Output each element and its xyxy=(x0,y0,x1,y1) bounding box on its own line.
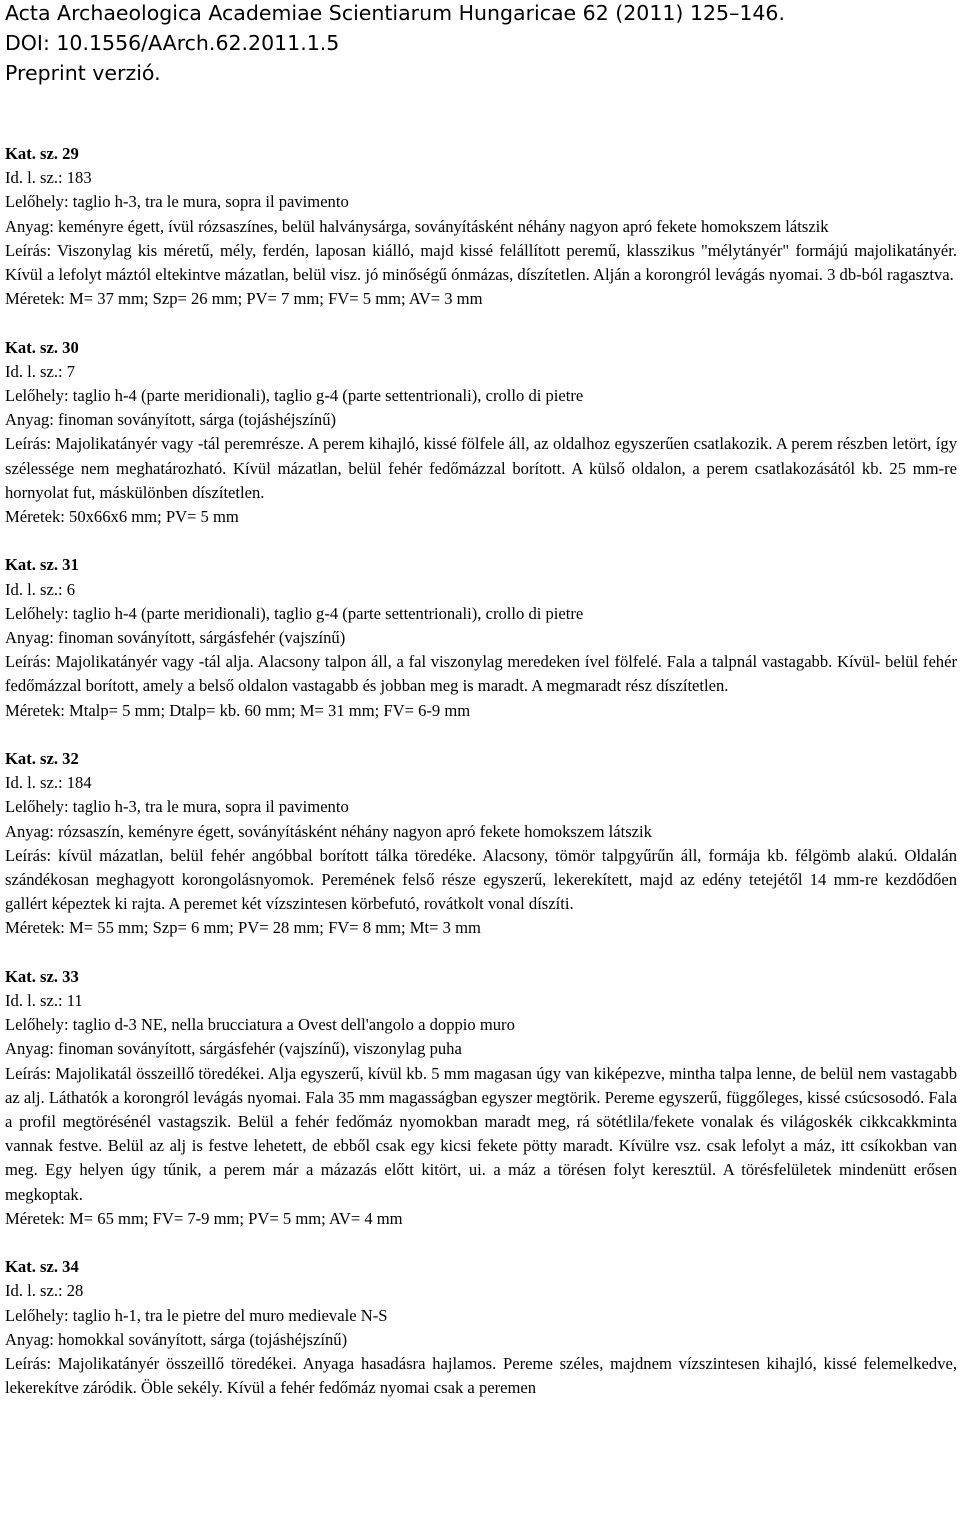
inventory-number: Id. l. sz.: 7 xyxy=(5,361,76,381)
dimensions: Méretek: M= 65 mm; FV= 7-9 mm; PV= 5 mm; AV= 4 mm xyxy=(5,1208,403,1228)
inventory-number: Id. l. sz.: 183 xyxy=(5,168,92,188)
catalogue-entry-33 xyxy=(5,965,957,1231)
dimensions: Méretek: M= 37 mm; Szp= 26 mm; PV= 7 mm; FV= 5 mm; AV= 3 mm xyxy=(5,289,483,309)
material: Anyag: finoman soványított, sárgásfehér (vajszínű) xyxy=(5,628,346,648)
findspot: Lelőhely: taglio h-3, tra le mura, sopra il pavimento xyxy=(5,797,349,817)
material: Anyag: finoman soványított, sárgásfehér (vajszínű), viszonylag puha xyxy=(5,1039,462,1059)
catalogue-entry-34 xyxy=(5,1255,957,1400)
catalogue-entry-32 xyxy=(5,747,957,941)
findspot: Lelőhely: taglio h-4 (parte meridionali), taglio g-4 (parte settentrionali), crollo di pietre xyxy=(5,603,584,623)
entry-number: Kat. sz. 30 xyxy=(5,337,79,357)
preprint-header xyxy=(5,0,957,90)
inventory-number: Id. l. sz.: 28 xyxy=(5,1281,84,1301)
findspot: Lelőhely: taglio h-1, tra le pietre del muro medievale N-S xyxy=(5,1305,388,1325)
dimensions: Méretek: M= 55 mm; Szp= 6 mm; PV= 28 mm; FV= 8 mm; Mt= 3 mm xyxy=(5,918,481,938)
entry-number: Kat. sz. 29 xyxy=(5,144,79,163)
findspot: Lelőhely: taglio h-3, tra le mura, sopra il pavimento xyxy=(5,192,349,212)
catalogue-entry-31 xyxy=(5,553,957,722)
catalogue-entry-29 xyxy=(5,142,957,311)
preprint-label: Preprint verzió. xyxy=(5,61,161,85)
catalogue-entry-30 xyxy=(5,336,957,530)
description: Leírás: kívül mázatlan, belül fehér angóbbal borított tálka töredéke. Alacsony, tömör talpgyűrűn áll, formája kb. félgömb alakú. Oldalán szándékosan meghagyott korongolásnyomok. Peremének felső része egyszerű, lekerekített, majd az edény tetejétől 14 mm-re kezdődően gallért képeztek ki rajta. A peremet két vízszintesen körbefutó, rovátkolt vonal díszíti. xyxy=(5,845,957,914)
inventory-number: Id. l. sz.: 184 xyxy=(5,773,92,793)
findspot: Lelőhely: taglio d-3 NE, nella brucciatura a Ovest dell'angolo a doppio muro xyxy=(5,1015,515,1035)
material: Anyag: finoman soványított, sárga (tojáshéjszínű) xyxy=(5,410,337,430)
doi-line: DOI: 10.1556/AArch.62.2011.1.5 xyxy=(5,31,340,55)
dimensions: Méretek: Mtalp= 5 mm; Dtalp= kb. 60 mm; M= 31 mm; FV= 6-9 mm xyxy=(5,700,471,720)
entry-number: Kat. sz. 34 xyxy=(5,1257,79,1277)
description: Leírás: Majolikatál összeillő töredékei. Alja egyszerű, kívül kb. 5 mm magasan úgy van kiképezve, mintha talpa lenne, de belül nem vastagabb az alj. Láthatók a korongról levágás nyomai. Fala 35 mm magasságban egyszer megtörik. Pereme egyszerű, függőleges, kissé csúcsosodó. Fala a profil megtörésénél vastagszik. Belül a fehér fedőmáz nyomokban maradt meg, rá sötétlila/fekete vonalak és világoskék cikkcakkminta vannak festve. Belül az alj is festve lehetett, de ebből csak egy kicsi fekete pötty maradt. Kívülre vsz. csak lefolyt a máz, itt csíkokban van meg. Egy helyen úgy tűnik, a perem már a mázazás előtt kitört, ui. a máz a törésen folyt keresztül. A törésfelületek mindenütt erősen megkoptak. xyxy=(5,1063,957,1204)
material: Anyag: rózsaszín, keményre égett, soványításként néhány nagyon apró fekete homokszem látszik xyxy=(5,821,652,841)
material: Anyag: homokkal soványított, sárga (tojáshéjszínű) xyxy=(5,1329,348,1349)
description: Leírás: Majolikatányér összeillő töredékei. Anyaga hasadásra hajlamos. Pereme széles, majdnem vízszintesen kihajló, kissé felemelkedve, lekerekítve záródik. Öble sekély. Kívül a fehér fedőmáz nyomai csak a peremen xyxy=(5,1354,957,1398)
description: Leírás: Viszonylag kis méretű, mély, ferdén, laposan kiálló, majd kissé felállított peremű, klasszikus "mélytányér" formájú majolikatányér. Kívül a lefolyt máztól eltekintve mázatlan, belül visz. jó minőségű ónmázas, díszítetlen. Alján a korongról levágás nyomai. 3 db-ból ragasztva. xyxy=(5,240,957,285)
material: Anyag: keményre égett, ívül rózsaszínes, belül halványsárga, soványításként néhány nagyon apró fekete homokszem látszik xyxy=(5,216,829,236)
description: Leírás: Majolikatányér vagy -tál alja. Alacsony talpon áll, a fal viszonylag meredeken ível fölfelé. Fala a talpnál vastagabb. Kívül- belül fehér fedőmázzal borított, amely a belső oldalon vastagabb és jobban meg is maradt. A megmaradt rész díszítetlen. xyxy=(5,652,957,696)
entry-number: Kat. sz. 31 xyxy=(5,555,79,575)
entry-number: Kat. sz. 33 xyxy=(5,966,79,986)
inventory-number: Id. l. sz.: 11 xyxy=(5,991,83,1011)
description: Leírás: Majolikatányér vagy -tál peremrésze. A perem kihajló, kissé fölfele áll, az oldalhoz egyszerűen csatlakozik. A perem részben letört, így szélessége nem meghatározható. Kívül mázatlan, belül fehér fedőmázzal borított. A külső oldalon, a perem csatlakozásától kb. 25 mm-re hornyolat fut, máskülönben díszítetlen. xyxy=(5,434,957,502)
findspot: Lelőhely: taglio h-4 (parte meridionali), taglio g-4 (parte settentrionali), crollo di pietre xyxy=(5,386,584,406)
catalogue-body xyxy=(5,142,957,1400)
dimensions: Méretek: 50x66x6 mm; PV= 5 mm xyxy=(5,507,239,527)
inventory-number: Id. l. sz.: 6 xyxy=(5,579,76,599)
entry-number: Kat. sz. 32 xyxy=(5,749,79,769)
journal-citation: Acta Archaeologica Academiae Scientiarum Hungaricae 62 (2011) 125–146. xyxy=(5,1,785,25)
